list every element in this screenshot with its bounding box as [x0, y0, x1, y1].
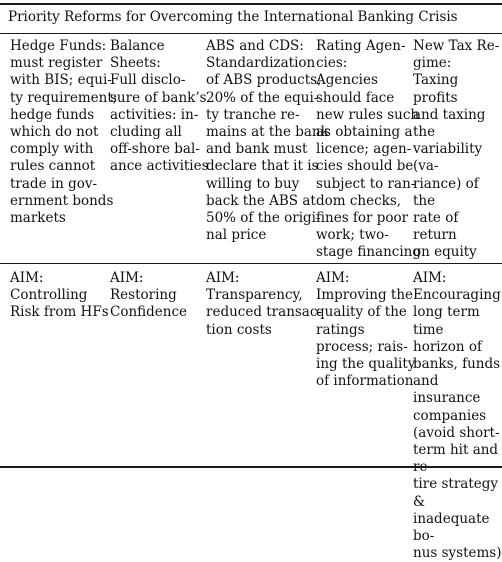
bottom-rule: [0, 466, 502, 468]
aim-abs-cds: AIM: Transparency, reduced transac- tion costs: [206, 270, 322, 338]
caption-rule: [0, 33, 502, 34]
reform-hedge-funds: Hedge Funds: must register with BIS; equi- ty requirement; hedge funds which do not comply with rules cannot trade in gov- ernment bonds markets: [10, 38, 118, 227]
aim-balance-sheets: AIM: Restoring Confidence: [110, 270, 188, 321]
aim-rating-agencies: AIM: Improving the quality of the ratings process; rais- ing the quality of information: [316, 270, 416, 390]
reform-rating-agencies: Rating Agen- cies: Agencies should face new rules such as obtaining a licence; agen- cies should be subject to ran- dom checks, fines for poor work; two- stage financing: [316, 38, 421, 261]
reform-balance-sheets: Balance Sheets: Full disclo- sure of bank’s activities: in- cluding all off-shore bal- ance activities: [110, 38, 209, 175]
reform-tax-regime: New Tax Re- gime: Taxing profits and taxing the variability (va- riance) of the rate of return on equity: [413, 38, 500, 261]
aim-hedge-funds: AIM: Controlling Risk from HFs: [10, 270, 109, 321]
reform-abs-cds: ABS and CDS: Standardization of ABS products; 20% of the equi- ty tranche re- mains at the bank and bank must declare that it is willing to buy back the ABS at 50% of the origi- nal price: [206, 38, 329, 244]
top-rule: [0, 3, 502, 5]
table-caption: Priority Reforms for Overcoming the International Banking Crisis: [8, 9, 458, 25]
aim-tax-regime: AIM: Encouraging long term time horizon of banks, funds and insurance companies (avoid short- term hit and tire strategy & inadequate bo- nus systems): [413, 270, 502, 562]
row-divider-rule: [0, 263, 502, 264]
